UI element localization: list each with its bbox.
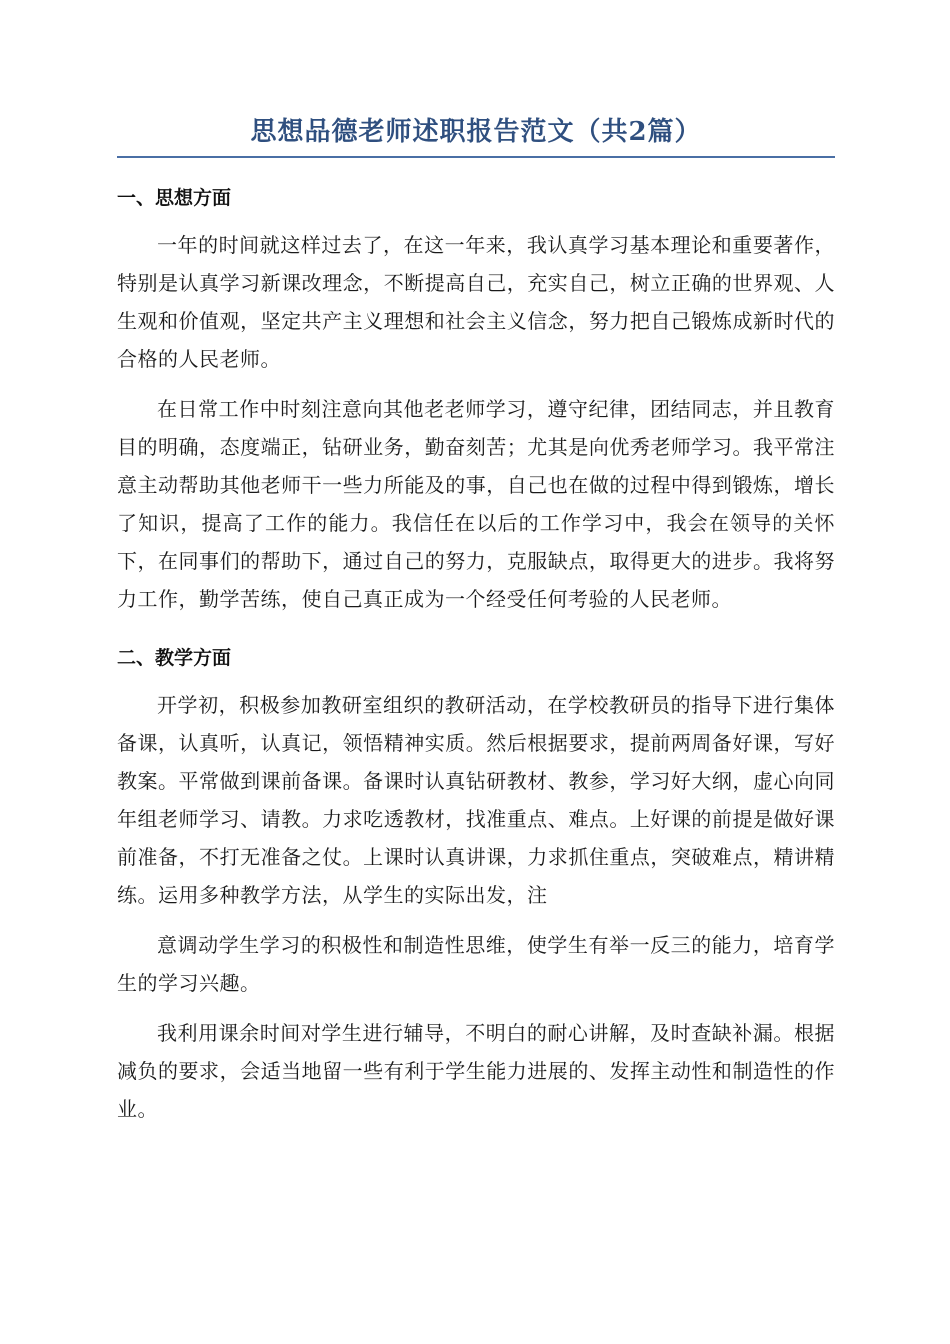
paragraph: 意调动学生学习的积极性和制造性思维，使学生有举一反三的能力，培育学生的学习兴趣。 bbox=[117, 933, 835, 995]
paragraph: 一年的时间就这样过去了，在这一年来，我认真学习基本理论和重要著作，特别是认真学习新课改理念，不断提高自己，充实自己，树立正确的世界观、人生观和价值观，坚定共产主义理想和社会主义信念，努力把自己锻炼成新时代的合格的人民老师。 bbox=[117, 233, 835, 371]
document-page bbox=[117, 110, 835, 1140]
paragraph: 在日常工作中时刻注意向其他老老师学习，遵守纪律，团结同志，并且教育目的明确，态度端正，钻研业务，勤奋刻苦；尤其是向优秀老师学习。我平常注意主动帮助其他老师干一些力所能及的事，自己也在做的过程中得到锻炼，增长了知识，提高了工作的能力。我信任在以后的工作学习中，我会在领导的关怀下，在同事们的帮助下，通过自己的努力，克服缺点，取得更大的进步。我将努力工作，勤学苦练，使自己真正成为一个经受任何考验的人民老师。 bbox=[117, 397, 835, 611]
section-ideology bbox=[117, 184, 835, 618]
paragraph: 我利用课余时间对学生进行辅导，不明白的耐心讲解，及时查缺补漏。根据减负的要求，会适当地留一些有利于学生能力进展的、发挥主动性和制造性的作业。 bbox=[117, 1021, 835, 1121]
paragraph: 开学初，积极参加教研室组织的教研活动，在学校教研员的指导下进行集体备课，认真听，认真记，领悟精神实质。然后根据要求，提前两周备好课，写好教案。平常做到课前备课。备课时认真钻研教材、教参，学习好大纲，虚心向同年组老师学习、请教。力求吃透教材，找准重点、难点。上好课的前提是做好课前准备，不打无准备之仗。上课时认真讲课，力求抓住重点，突破难点，精讲精练。运用多种教学方法，从学生的实际出发，注 bbox=[117, 693, 835, 907]
section-teaching bbox=[117, 644, 835, 1128]
section-heading: 一、思想方面 bbox=[117, 187, 232, 209]
section-heading: 二、教学方面 bbox=[117, 647, 232, 669]
document-title: 思想品德老师述职报告范文（共2篇） bbox=[117, 110, 835, 158]
